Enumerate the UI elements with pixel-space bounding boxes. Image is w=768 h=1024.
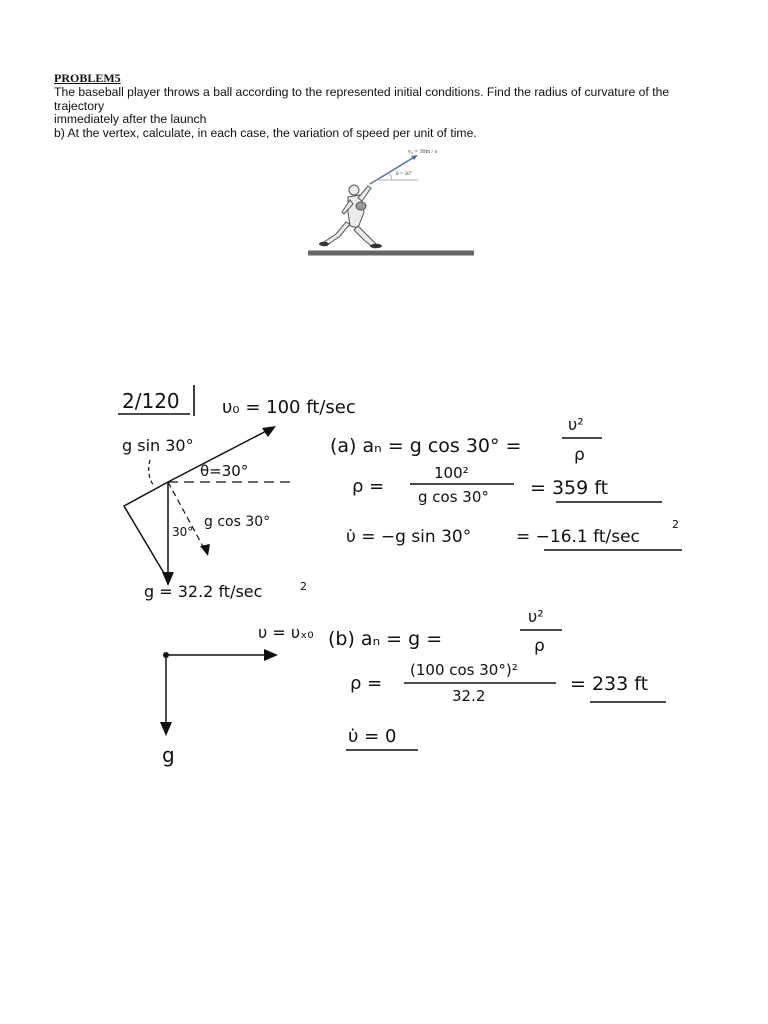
part-a-an-eq: (a) aₙ = g cos 30° = (330, 435, 522, 457)
normal-component (168, 482, 206, 552)
part-b-frac1-num: υ² (528, 607, 544, 626)
part-a-frac1-den: ρ (574, 445, 585, 465)
angle-30-label: 30° (172, 525, 194, 539)
part-a-frac1-num: υ² (568, 415, 584, 434)
part-a-rho-result: = 359 ft (530, 477, 609, 499)
part-b-g-vector-head (160, 722, 172, 736)
part-b-frac2-den: 32.2 (452, 687, 486, 705)
part-a-frac2-num: 100² (434, 464, 469, 482)
g-sin-label: g sin 30° (122, 436, 194, 455)
part-b-v-label: υ = υₓ₀ (258, 623, 314, 642)
part-b-v-vector-head (264, 649, 278, 661)
part-a-rho-label: ρ = (352, 476, 385, 497)
v0-label: υ₀ = 100 ft/sec (222, 397, 356, 418)
part-b-rho-label: ρ = (350, 673, 383, 694)
part-a-vdot-label: υ̇ = −g sin 30° (346, 527, 472, 547)
part-b-rho-result: = 233 ft (570, 673, 649, 695)
part-b-an-eq: (b) aₙ = g = (328, 628, 443, 650)
part-b-g-label: g (162, 743, 175, 767)
part-a-vdot-exponent: 2 (672, 518, 679, 531)
part-a-frac2-den: g cos 30° (418, 488, 489, 506)
normal-component-head (200, 544, 210, 556)
g-cos-label: g cos 30° (204, 514, 271, 530)
problem-line-2: immediately after the launch (54, 112, 207, 127)
g-value-label: g = 32.2 ft/sec (144, 582, 263, 601)
part-a-vdot-result: = −16.1 ft/sec (516, 527, 640, 547)
problem-number: 2/120 (122, 389, 180, 413)
part-b-frac1-den: ρ (534, 636, 545, 656)
problem-title: PROBLEM5 (54, 71, 121, 85)
v0-figure-label: v₀ = 30m / s (408, 149, 438, 155)
part-b-frac2-num: (100 cos 30°)² (410, 661, 518, 679)
g-value-exponent: 2 (300, 580, 307, 593)
problem-line-1: The baseball player throws a ball according to the represented initial conditions. Find the radius of curvature of the trajectory (54, 84, 670, 113)
component-lines (124, 482, 168, 580)
part-b-vdot: υ̇ = 0 (348, 726, 397, 747)
theta-label: θ=30° (200, 462, 249, 480)
problem-line-3: b) At the vertex, calculate, in each case, the variation of speed per unit of time. (54, 126, 477, 141)
g-sin-pointer (149, 460, 154, 486)
theta-figure-label: θ = 30° (396, 171, 413, 177)
